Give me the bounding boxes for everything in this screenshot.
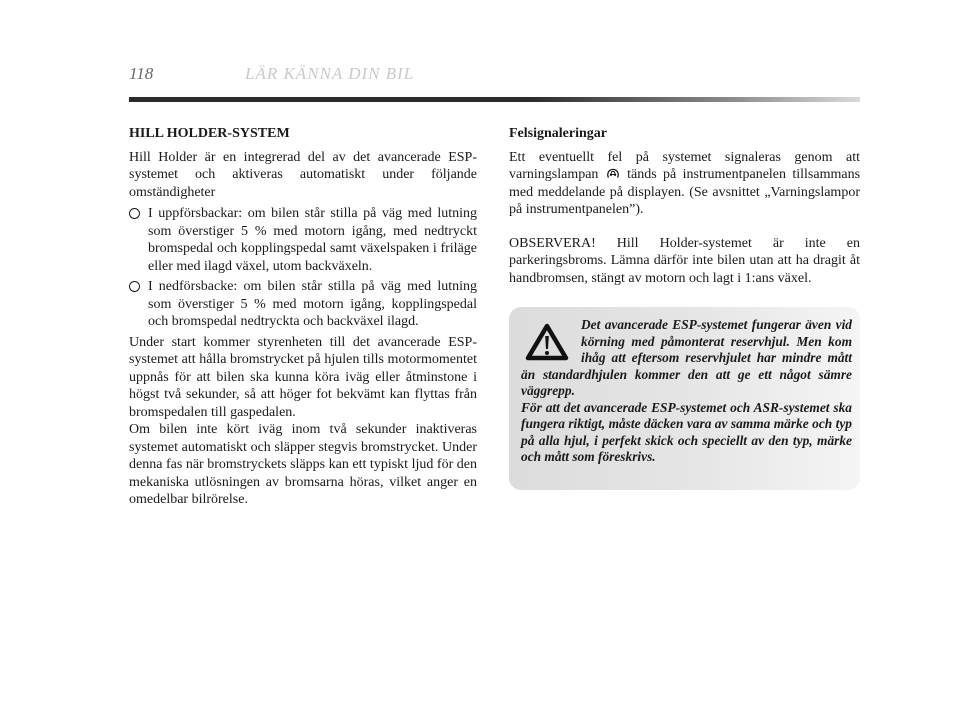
right-column — [509, 125, 860, 291]
release-paragraph: Om bilen inte kört iväg inom två sekunder inaktiveras systemet automatiskt och släpper stegvis bromstrycket. Under denna fas när bromstryckets släpps kan ett typiskt ljud för den mekaniska utlösningen av bromsarna höras, vilket anger en omedelbar bilrörelse. — [129, 422, 477, 507]
fault-text-end: tänds på instrumentpanelen tillsammans med meddelande på displayen. (Se avsnittet „Varningslampor på instrumentpanelen”). — [509, 167, 861, 217]
bullet-text: I uppförsbackar: om bilen står stilla på väg med lutning som överstiger 5 % med motorn igång, med nedtryckt bromspedal och kopplingspedal samt växelspaken i friläge eller med ilagd växel, utom backväxeln. — [148, 206, 477, 274]
header-rule — [129, 97, 860, 102]
bullet-circle-icon — [129, 281, 140, 292]
warning-text — [521, 317, 852, 466]
fault-paragraph — [509, 149, 860, 219]
warning-box — [509, 307, 860, 490]
fault-heading: Felsignaleringar — [509, 126, 607, 141]
section-heading: HILL HOLDER-SYSTEM — [129, 126, 290, 141]
start-paragraph: Under start kommer styrenheten till det avancerade ESP-systemet att hålla bromstrycket på hjulen tills motormomentet uppnås för att bilen ska kunna köra iväg eller åtminstone i högst två sekunder, så att höger fot bekvämt kan flyttas från bromspedalen till gaspedalen. — [129, 334, 477, 420]
intro-paragraph: Hill Holder är en integrerad del av det avancerade ESP-systemet och aktiveras automatiskt under följande omständigheter — [129, 149, 477, 200]
fault-text-start: Ett eventuellt fel på systemet signaleras genom att varningslampan — [509, 149, 860, 182]
left-column — [129, 125, 477, 513]
page-number: 118 — [129, 64, 154, 83]
note-paragraph: OBSERVERA! Hill Holder-systemet är inte en parkeringsbroms. Lämna därför inte bilen utan att ha dragit åt handbromsen, stängt av motorn och lagt i 1:ans växel. — [509, 235, 860, 286]
warning-triangle-icon — [525, 323, 569, 361]
running-head: LÄR KÄNNA DIN BIL — [245, 64, 415, 83]
warning-text-tyres: För att det avancerade ESP-systemet och ASR-systemet ska fungera riktigt, måste däcken vara av samma märke och typ på alla hjul, i perfekt skick och speciellt av den typ, märke och mått som föreskrivs. — [521, 399, 852, 464]
bullet-text: I nedförsbacke: om bilen står stilla på väg med lutning som överstiger 5 % med motorn igång, kopplingspedal och bromspedal nedtryckta och backväxel ilagd. — [148, 279, 477, 329]
esp-warning-lamp-icon — [606, 166, 620, 180]
bullet-item — [129, 278, 477, 331]
bullet-circle-icon — [129, 208, 140, 219]
warning-text-spare-wheel: Det avancerade ESP-systemet fungerar även vid körning med påmonterat reservhjul. Men kom ihåg att eftersom reservhjulet har mindre mått än standardhjulen kommer den att ge ett något sämre väggrepp. — [521, 317, 852, 398]
bullet-item — [129, 205, 477, 275]
